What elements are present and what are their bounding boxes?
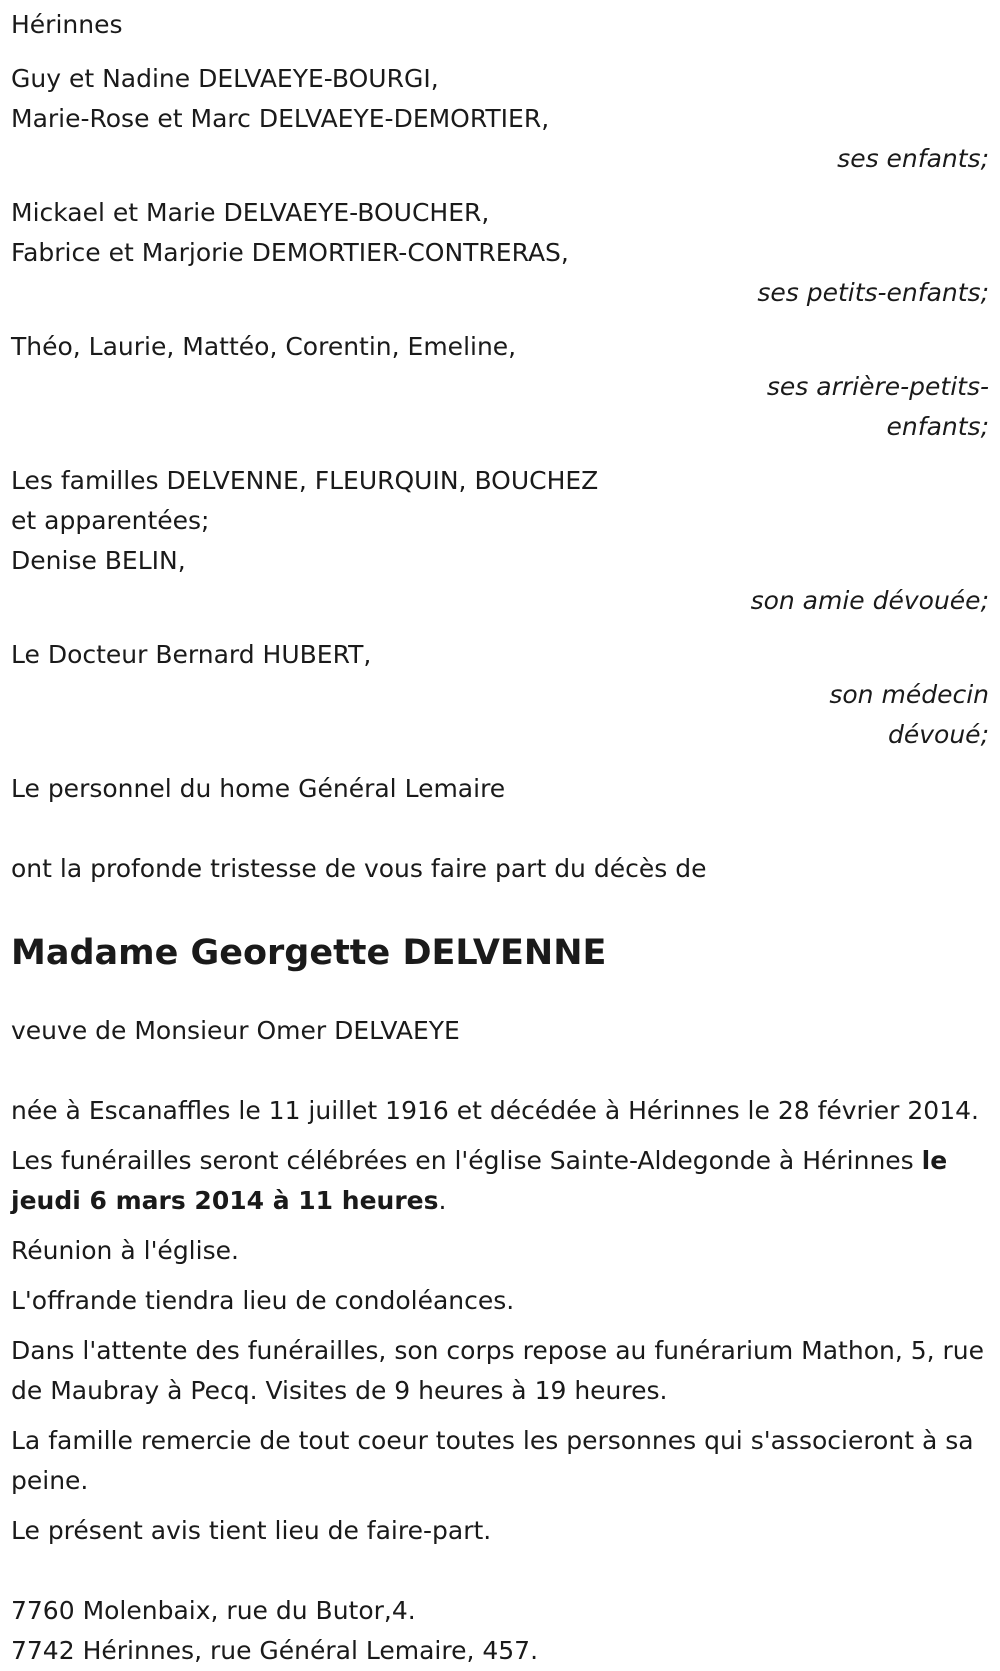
spacer xyxy=(11,1051,989,1091)
family-member-line: Fabrice et Marjorie DEMORTIER-CONTRERAS, xyxy=(11,238,569,267)
family-member-line: Mickael et Marie DELVAEYE-BOUCHER, xyxy=(11,198,490,227)
funeral-paragraph xyxy=(11,1141,989,1221)
relationship-label: son amie dévouée; xyxy=(750,586,989,615)
spacer xyxy=(11,977,989,1011)
children-block xyxy=(11,59,989,179)
relationship-label: ses arrière-petits-enfants; xyxy=(766,372,989,441)
relationship-label: ses petits-enfants; xyxy=(757,278,989,307)
spacer xyxy=(11,889,989,929)
widow-of-line: veuve de Monsieur Omer DELVAEYE xyxy=(11,1016,460,1045)
families-block xyxy=(11,461,989,621)
birth-death-paragraph: née à Escanaffles le 11 juillet 1916 et décédée à Hérinnes le 28 février 2014. xyxy=(11,1096,979,1125)
funeral-text: Les funérailles seront célébrées en l'église Sainte-Aldegonde à Hérinnes xyxy=(11,1146,914,1175)
great-grandchildren-block xyxy=(11,327,989,447)
address-line: 7742 Hérinnes, rue Général Lemaire, 457. xyxy=(11,1636,539,1665)
family-member-line: Guy et Nadine DELVAEYE-BOURGI, xyxy=(11,64,439,93)
relationship-label: son médecin dévoué; xyxy=(829,680,989,749)
family-member-line: Le Docteur Bernard HUBERT, xyxy=(11,640,372,669)
funeral-suffix: . xyxy=(438,1186,447,1215)
thanks-paragraph: La famille remercie de tout coeur toutes les personnes qui s'associeront à sa peine. xyxy=(11,1426,974,1495)
offering-paragraph: L'offrande tiendra lieu de condoléances. xyxy=(11,1286,515,1315)
spacer xyxy=(11,809,989,849)
family-member-line: Denise BELIN, xyxy=(11,546,186,575)
staff-line: Le personnel du home Général Lemaire xyxy=(11,774,506,803)
family-member-line: et apparentées; xyxy=(11,506,210,535)
wake-paragraph: Dans l'attente des funérailles, son corps repose au funérarium Mathon, 5, rue de Maubray à Pecq. Visites de 9 heures à 19 heures. xyxy=(11,1336,985,1405)
funeral-date: le jeudi 6 mars 2014 à 11 heures xyxy=(11,1146,948,1215)
grandchildren-block xyxy=(11,193,989,313)
meeting-paragraph: Réunion à l'église. xyxy=(11,1236,239,1265)
deceased-name: Madame Georgette DELVENNE xyxy=(11,933,607,973)
family-member-line: Marie-Rose et Marc DELVAEYE-DEMORTIER, xyxy=(11,104,550,133)
family-member-line: Théo, Laurie, Mattéo, Corentin, Emeline, xyxy=(11,332,517,361)
spacer xyxy=(11,1561,989,1591)
doctor-block xyxy=(11,635,989,755)
relationship-label: ses enfants; xyxy=(837,144,989,173)
family-member-line: Les familles DELVENNE, FLEURQUIN, BOUCHEZ xyxy=(11,466,599,495)
address-line: 7760 Molenbaix, rue du Butor,4. xyxy=(11,1596,416,1625)
notice-paragraph: Le présent avis tient lieu de faire-part. xyxy=(11,1516,492,1545)
place-name: Hérinnes xyxy=(11,10,123,39)
announcement-line: ont la profonde tristesse de vous faire part du décès de xyxy=(11,854,707,883)
obituary-notice xyxy=(11,5,989,1671)
